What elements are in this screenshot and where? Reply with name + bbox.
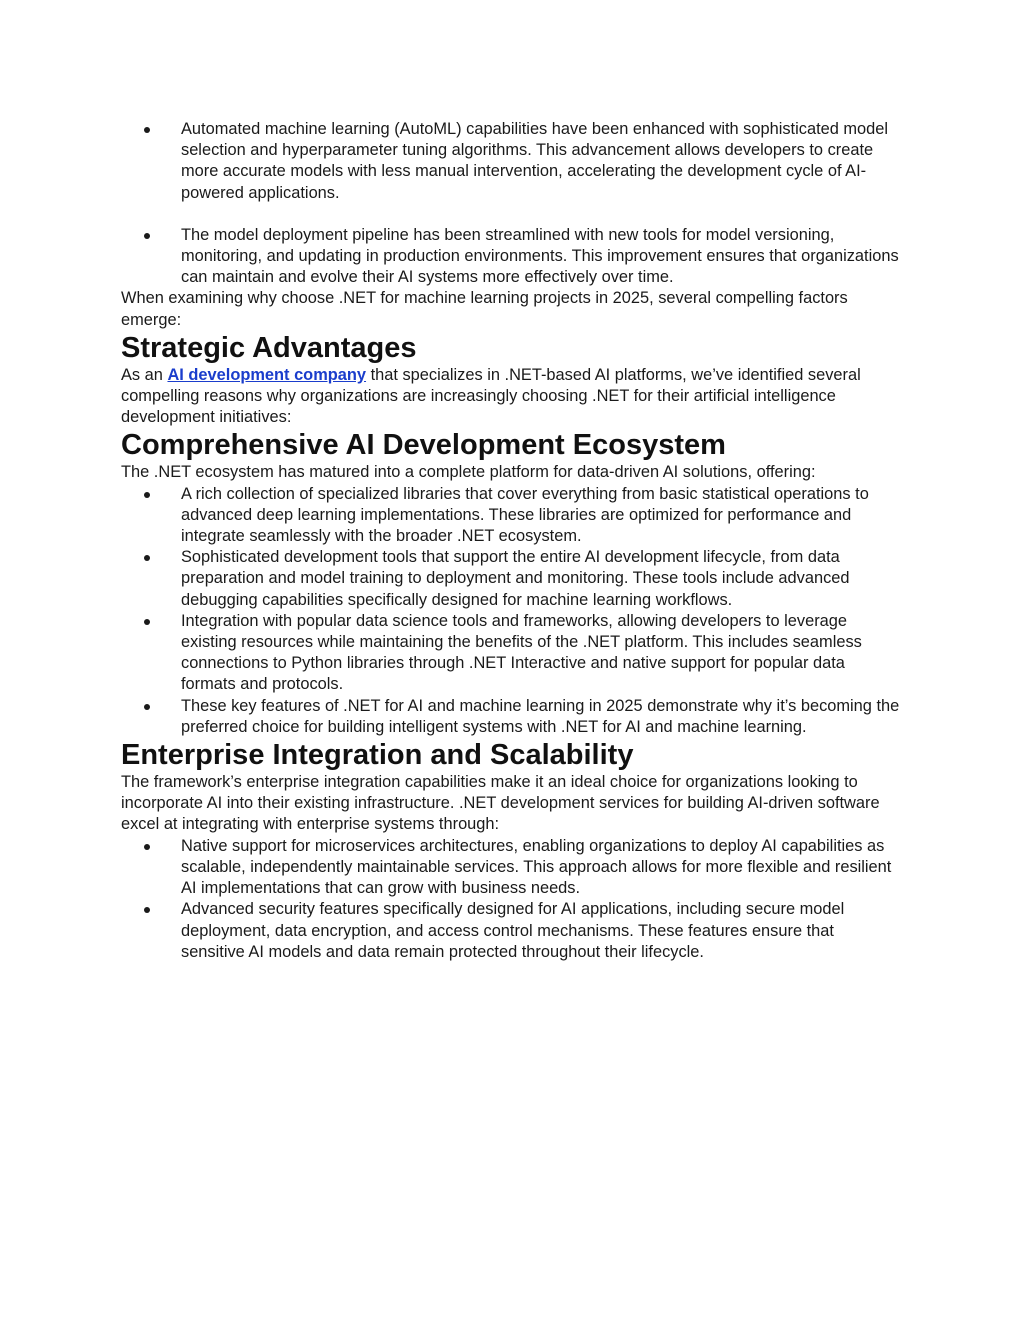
ai-development-company-link[interactable]: AI development company bbox=[167, 365, 367, 384]
enterprise-heading: Enterprise Integration and Scalability bbox=[121, 739, 634, 772]
ecosystem-paragraph: The .NET ecosystem has matured into a complete platform for data-driven AI solutions, offering: bbox=[121, 463, 816, 482]
bullet-icon bbox=[144, 704, 150, 710]
list-item bbox=[121, 484, 901, 548]
list-item bbox=[121, 225, 901, 289]
list-item-text: Native support for microservices architectures, enabling organizations to deploy AI capabilities as scalable, independently maintainable services. This approach allows for more flexible and resilient AI implementations that can grow with business needs. bbox=[181, 836, 892, 898]
ecosystem-bullet-list bbox=[121, 484, 901, 738]
list-item bbox=[121, 696, 901, 738]
bullet-icon bbox=[144, 619, 150, 625]
intro-paragraph: When examining why choose .NET for machine learning projects in 2025, several compelling factors emerge: bbox=[121, 289, 848, 329]
strategic-advantages-paragraph bbox=[121, 365, 901, 429]
list-item-text: A rich collection of specialized libraries that cover everything from basic statistical operations to advanced deep learning implementations. These libraries are optimized for performance and integrate seamlessly with the broader .NET ecosystem. bbox=[181, 484, 869, 546]
bullet-icon bbox=[144, 127, 150, 133]
list-item-text: Automated machine learning (AutoML) capabilities have been enhanced with sophisticated model selection and hyperparameter tuning algorithms. This advancement allows developers to create more accurate models with less manual intervention, accelerating the development cycle of AI-powered applications. bbox=[181, 120, 889, 202]
paragraph-text-end: that specializes in .NET-based AI platforms, we’ve identified several compelling reasons why organizations are increasingly choosing .NET for their artificial intelligence development initiatives: bbox=[121, 365, 861, 427]
enterprise-paragraph: The framework’s enterprise integration capabilities make it an ideal choice for organizations looking to incorporate AI into their existing infrastructure. .NET development services for building AI-driven software excel at integrating with enterprise systems through: bbox=[121, 773, 880, 834]
bullet-icon bbox=[144, 555, 150, 561]
list-item bbox=[121, 836, 901, 900]
list-item-text: Integration with popular data science tools and frameworks, allowing developers to leverage existing resources while maintaining the benefits of the .NET platform. This includes seamless connections to Python libraries through .NET Interactive and native support for popular data formats and protocols. bbox=[181, 611, 862, 694]
list-item bbox=[121, 899, 901, 963]
list-item bbox=[121, 547, 901, 611]
list-item-text: Advanced security features specifically designed for AI applications, including secure model deployment, data encryption, and access control mechanisms. These features ensure that sensitive AI models and data remain protected throughout their lifecycle. bbox=[181, 900, 845, 961]
bullet-icon bbox=[144, 907, 150, 913]
strategic-advantages-heading: Strategic Advantages bbox=[121, 331, 417, 364]
document-body bbox=[121, 119, 901, 963]
bullet-icon bbox=[144, 233, 150, 239]
paragraph-text-start: As an bbox=[121, 365, 168, 384]
enterprise-bullet-list bbox=[121, 836, 901, 963]
bullet-icon bbox=[144, 844, 150, 850]
intro-bullet-list bbox=[121, 119, 901, 288]
ecosystem-heading: Comprehensive AI Development Ecosystem bbox=[121, 429, 726, 462]
bullet-icon bbox=[144, 492, 150, 498]
list-item-text: The model deployment pipeline has been streamlined with new tools for model versioning, monitoring, and updating in production environments. This improvement ensures that organizations can maintain and evolve their AI systems more effectively over time. bbox=[181, 225, 899, 287]
list-item-text: Sophisticated development tools that support the entire AI development lifecycle, from data preparation and model training to deployment and monitoring. These tools include advanced debugging capabilities specifically designed for machine learning workflows. bbox=[181, 548, 850, 609]
list-item-text: These key features of .NET for AI and machine learning in 2025 demonstrate why it’s becoming the preferred choice for building intelligent systems with .NET for AI and machine learning. bbox=[181, 696, 900, 736]
list-item bbox=[121, 611, 901, 696]
list-item bbox=[121, 119, 901, 204]
